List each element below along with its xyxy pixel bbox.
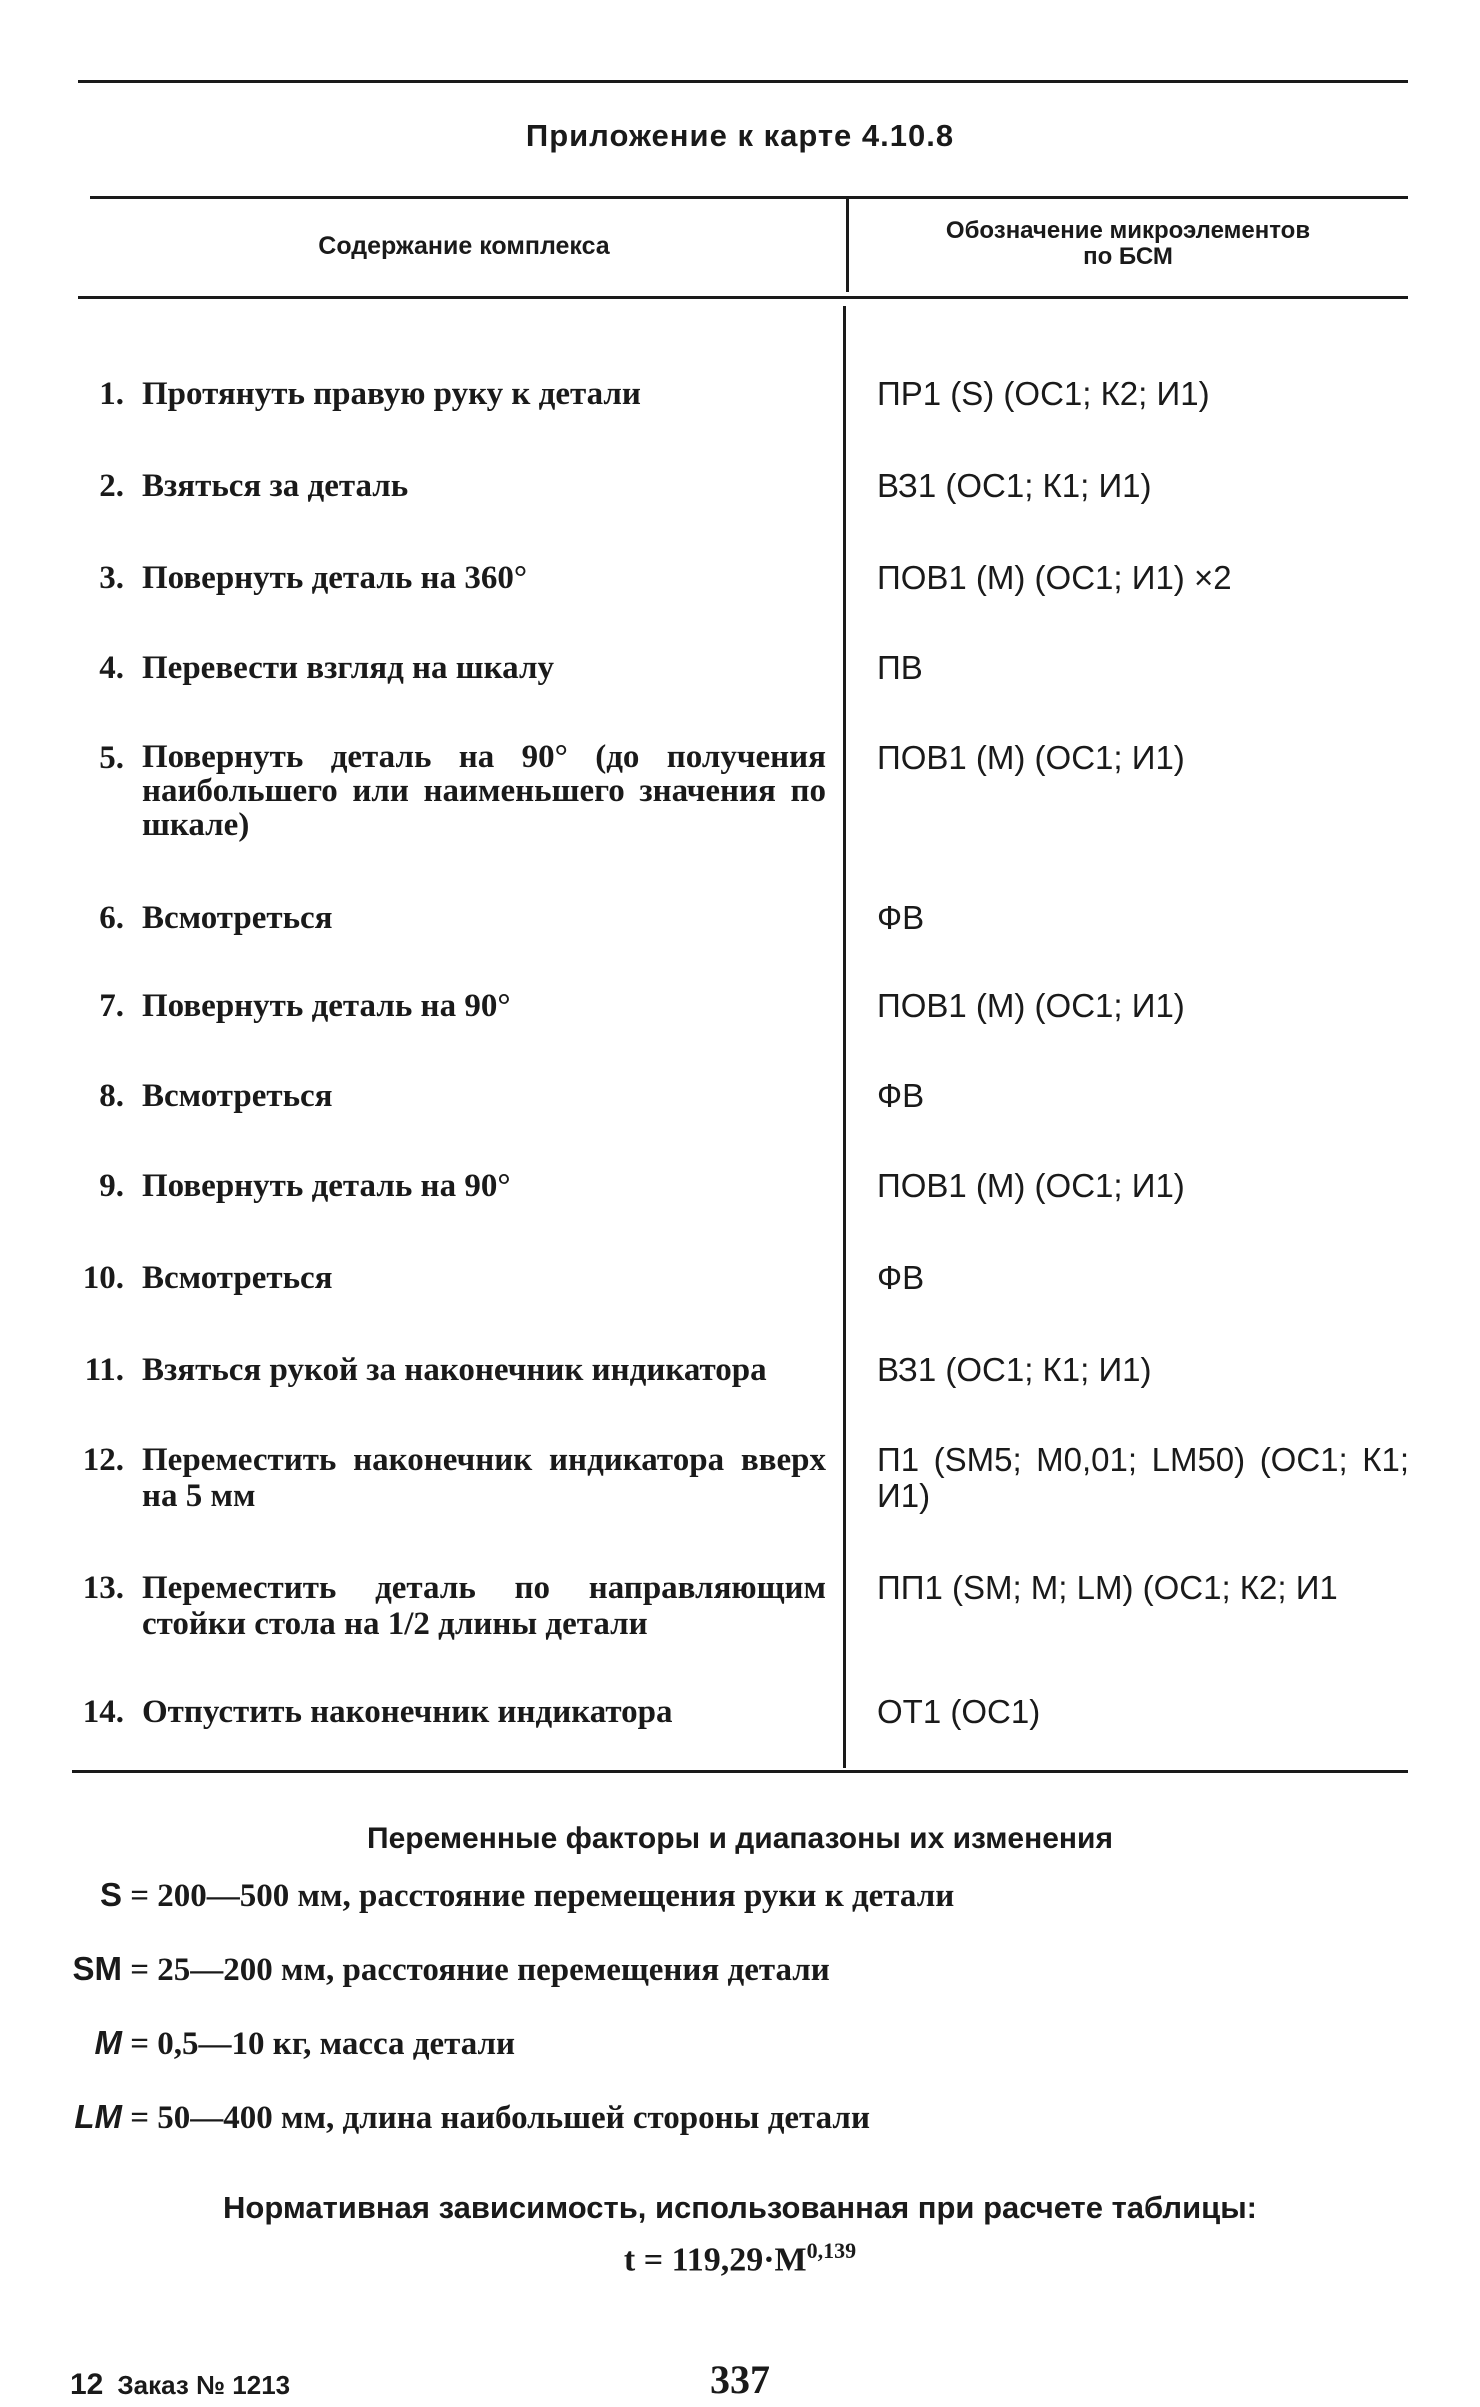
row-9-content: Повернуть деталь на 90° bbox=[142, 1168, 511, 1204]
body-column-divider bbox=[843, 306, 846, 1768]
row-7-content: Повернуть деталь на 90° bbox=[142, 988, 511, 1024]
row-10-number: 10. bbox=[82, 1260, 124, 1296]
factors-title: Переменные факторы и диапазоны их изменения bbox=[367, 1822, 1113, 1855]
factor-s-text: = 200—500 мм, расстояние перемещения руки к детали bbox=[130, 1878, 955, 1914]
factor-lm-text: = 50—400 мм, длина наибольшей стороны детали bbox=[130, 2100, 870, 2136]
row-14-code: ОТ1 (ОС1) bbox=[877, 1693, 1041, 1730]
row-3-number: 3. bbox=[99, 560, 124, 596]
factor-m-symbol: M bbox=[94, 2024, 122, 2061]
factor-sm-symbol: SM bbox=[72, 1950, 122, 1987]
row-6-number: 6. bbox=[99, 900, 124, 936]
factor-s bbox=[0, 1876, 954, 1915]
row-7-number: 7. bbox=[99, 988, 124, 1024]
row-6-code: ФВ bbox=[877, 899, 925, 936]
row-9-code: ПОВ1 (М) (ОС1; И1) bbox=[877, 1167, 1185, 1204]
row-4-number: 4. bbox=[99, 650, 124, 686]
row-8-code: ФВ bbox=[877, 1077, 925, 1114]
footer-order-text: Заказ № 1213 bbox=[117, 2370, 291, 2400]
row-14-content: Отпустить наконечник индикатора bbox=[142, 1694, 673, 1730]
header-designation-line2: по БСМ bbox=[1083, 243, 1173, 270]
row-11-content: Взяться рукой за наконечник индикатора bbox=[142, 1352, 767, 1388]
row-5-number: 5. bbox=[99, 740, 124, 776]
row-3-code: ПОВ1 (М) (ОС1; И1) ×2 bbox=[877, 559, 1232, 596]
top-rule bbox=[78, 80, 1408, 83]
row-6-content: Всмотреться bbox=[142, 900, 333, 936]
page-number: 337 bbox=[710, 2357, 770, 2402]
factor-sm-text: = 25—200 мм, расстояние перемещения детали bbox=[130, 1952, 830, 1988]
row-14-number: 14. bbox=[82, 1694, 124, 1730]
factor-m-text: = 0,5—10 кг, масса детали bbox=[130, 2026, 516, 2062]
row-2-content: Взяться за деталь bbox=[142, 468, 409, 504]
row-12-code: П1 (SM5; M0,01; LM50) (ОС1; К1; И1) bbox=[877, 1441, 1409, 1514]
footer-signature-number: 12 bbox=[70, 2368, 104, 2401]
table-top-rule bbox=[90, 196, 1408, 199]
header-content-label: Содержание комплекса bbox=[318, 232, 610, 260]
formula-title: Нормативная зависимость, использованная при расчете таблицы: bbox=[223, 2190, 1257, 2225]
factor-sm bbox=[0, 1950, 830, 1989]
header-bottom-rule bbox=[78, 296, 1408, 299]
row-3-content: Повернуть деталь на 360° bbox=[142, 560, 528, 596]
header-designation-line1: Обозначение микроэлементов bbox=[945, 217, 1311, 244]
row-5-content: Повернуть деталь на 90° (до получения наибольшего или наименьшего значения по шкале) bbox=[142, 739, 826, 843]
row-13-number: 13. bbox=[82, 1570, 124, 1606]
row-9-number: 9. bbox=[99, 1168, 124, 1204]
row-11-number: 11. bbox=[84, 1352, 124, 1388]
row-8-content: Всмотреться bbox=[142, 1078, 333, 1114]
formula bbox=[0, 2238, 1480, 2279]
row-4-content: Перевести взгляд на шкалу bbox=[142, 650, 554, 686]
row-2-number: 2. bbox=[99, 468, 124, 504]
row-1-content: Протянуть правую руку к детали bbox=[142, 376, 641, 412]
row-10-code: ФВ bbox=[877, 1259, 925, 1296]
row-12-content: Переместить наконечник индикатора вверх на 5 мм bbox=[142, 1442, 826, 1514]
row-1-code: ПР1 (S) (ОС1; К2; И1) bbox=[877, 375, 1210, 412]
row-1-number: 1. bbox=[99, 376, 124, 412]
factor-lm bbox=[0, 2098, 870, 2137]
formula-exponent: 0,139 bbox=[806, 2238, 857, 2263]
table-bottom-rule bbox=[72, 1770, 1408, 1773]
row-5-code: ПОВ1 (М) (ОС1; И1) bbox=[877, 739, 1185, 776]
row-8-number: 8. bbox=[99, 1078, 124, 1114]
formula-base: t = 119,29·M bbox=[623, 2241, 807, 2279]
header-designation-label bbox=[848, 218, 1408, 270]
row-7-code: ПОВ1 (М) (ОС1; И1) bbox=[877, 987, 1185, 1024]
row-10-content: Всмотреться bbox=[142, 1260, 333, 1296]
row-13-code: ПП1 (SM; M; LM) (ОС1; К2; И1 bbox=[877, 1569, 1338, 1606]
factor-lm-symbol: LM bbox=[74, 2098, 122, 2135]
row-4-code: ПВ bbox=[877, 649, 923, 686]
row-11-code: ВЗ1 (ОС1; К1; И1) bbox=[877, 1351, 1152, 1388]
factor-m bbox=[0, 2024, 515, 2063]
factor-s-symbol: S bbox=[99, 1876, 122, 1913]
row-2-code: ВЗ1 (ОС1; К1; И1) bbox=[877, 467, 1152, 504]
row-13-content: Переместить деталь по направляющим стойки стола на 1/2 длины детали bbox=[142, 1570, 826, 1642]
row-12-number: 12. bbox=[82, 1442, 124, 1478]
page-title: Приложение к карте 4.10.8 bbox=[525, 118, 955, 153]
